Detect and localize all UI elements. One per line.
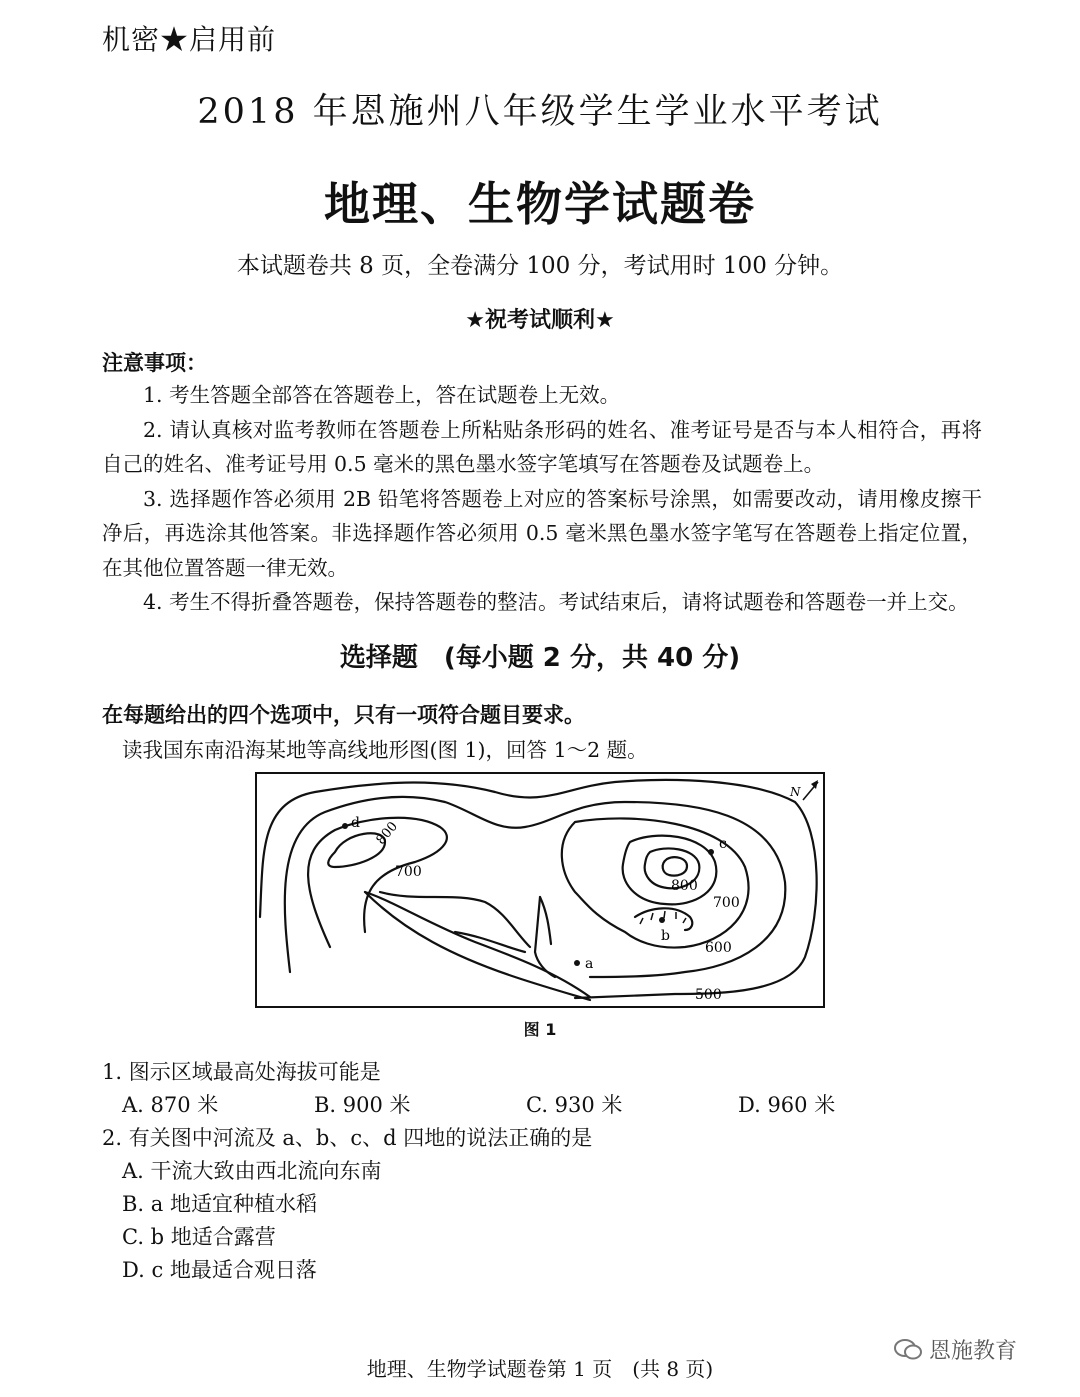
- contour-label-600: 600: [705, 940, 732, 956]
- notice-list: [102, 378, 982, 620]
- question-1-option-b: B. 900 米: [314, 1093, 411, 1117]
- point-b-marker: [659, 917, 665, 923]
- notice-item: 4. 考生不得折叠答题卷，保持答题卷的整洁。考试结束后，请将试题卷和答题卷一并上交。: [143, 590, 969, 614]
- confidential-label: 机密★启用前: [102, 23, 277, 56]
- section-instruction: 在每题给出的四个选项中，只有一项符合题目要求。: [102, 703, 585, 727]
- contour-label-800-left: 800: [373, 819, 402, 848]
- notice-item: 2. 请认真核对监考教师在答题卷上所粘贴条形码的姓名、准考证号是否与本人相符合，再将自己的姓名、准考证号用 0.5 毫米的黑色墨水签字笔填写在答题卷及试题卷上。: [102, 417, 982, 476]
- section-title: 选择题 (每小题 2 分，共 40 分): [339, 643, 741, 673]
- question-2-option-d: D. c 地最适合观日落: [122, 1258, 317, 1282]
- notice-item: 3. 选择题作答必须用 2B 铅笔将答题卷上对应的答案标号涂黑，如需要改动，请用橡皮擦干净后，再选涂其他答案。非选择题作答必须用 0.5 毫米黑色墨水签字笔写在答题卷上指定位置，在其他位置答题一律无效。: [102, 486, 982, 580]
- question-2-option-b: B. a 地适宜种植水稻: [122, 1192, 317, 1216]
- exam-title: 2018 年恩施州八年级学生学业水平考试: [197, 92, 883, 132]
- question-2-option-a: A. 干流大致由西北流向东南: [122, 1159, 382, 1183]
- question-1-option-a: A. 870 米: [122, 1093, 219, 1117]
- question-intro: 读我国东南沿海某地等高线地形图(图 1)，回答 1～2 题。: [122, 738, 648, 762]
- good-luck-banner: ★祝考试顺利★: [465, 308, 615, 333]
- page-footer: 地理、生物学试题卷第 1 页 (共 8 页): [366, 1357, 714, 1381]
- point-c-marker: [708, 849, 714, 855]
- subject-title: 地理、生物学试题卷: [324, 177, 756, 231]
- contour-map-figure: [255, 772, 825, 1008]
- contour-label-700-right: 700: [713, 895, 740, 911]
- point-b-label: b: [661, 928, 670, 944]
- notice-heading: 注意事项：: [102, 351, 207, 375]
- contour-label-800-right: 800: [671, 878, 698, 894]
- point-d-label: d: [351, 815, 360, 831]
- north-label: N: [790, 785, 801, 799]
- watermark-text: 恩施教育: [929, 1339, 1018, 1364]
- question-2-option-c: C. b 地适合露营: [122, 1225, 276, 1249]
- contour-label-500: 500: [695, 987, 722, 1003]
- point-a-marker: [574, 960, 580, 966]
- question-2-stem: 2. 有关图中河流及 a、b、c、d 四地的说法正确的是: [102, 1126, 593, 1150]
- point-c-label: c: [719, 836, 727, 852]
- question-1-option-c: C. 930 米: [526, 1093, 623, 1117]
- notice-item: 1. 考生答题全部答在答题卷上，答在试题卷上无效。: [143, 383, 621, 407]
- point-a-label: a: [585, 956, 594, 972]
- exam-info: 本试题卷共 8 页，全卷满分 100 分，考试用时 100 分钟。: [236, 253, 844, 279]
- question-1-stem: 1. 图示区域最高处海拔可能是: [102, 1060, 381, 1084]
- question-1-option-d: D. 960 米: [738, 1093, 836, 1117]
- contour-label-700-left: 700: [395, 864, 422, 880]
- figure-caption: 图 1: [523, 1020, 557, 1039]
- point-d-marker: [342, 823, 348, 829]
